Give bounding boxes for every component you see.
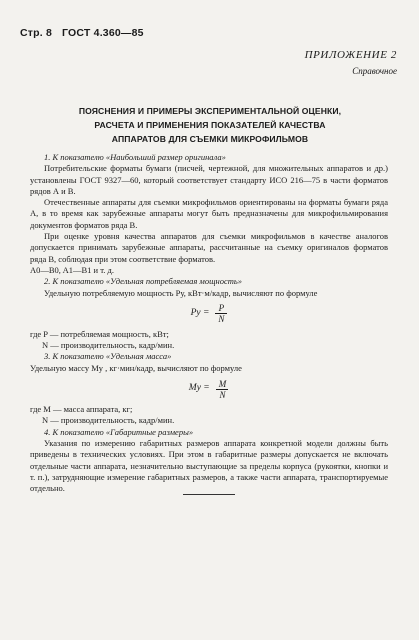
power-formula bbox=[30, 299, 388, 329]
mass-formula-lhs: Mу = bbox=[188, 383, 210, 394]
s4-heading: 4. К показателю «Габаритные размеры» bbox=[44, 426, 194, 437]
title-line-1: ПОЯСНЕНИЯ И ПРИМЕРЫ ЭКСПЕРИМЕНТАЛЬНОЙ ОЦЕНКИ, bbox=[78, 106, 342, 116]
power-numerator: P bbox=[218, 303, 225, 314]
s1-heading: 1. К показателю «Наибольший размер оригинала» bbox=[44, 152, 226, 162]
s4-paragraph: Указания по измерению габаритных размеров аппарата конкретной модели должны быть приведены в технических условиях. При этом в габаритные размеры допускается не включать отдельные части аппарата, незначительно выступающие за пределы корпуса (рукоятки, кнопки и т. п.), затрудняющие измерение габаритных размеров, а также части аппарата, транспортируемые отдельно. bbox=[30, 437, 388, 494]
s2-paragraph: Удельную потребляемую мощность Pу, кВт·м/кадр, вычисляют по формуле bbox=[44, 287, 318, 298]
appendix-title: ПРИЛОЖЕНИЕ 2 bbox=[304, 49, 397, 61]
s1-paragraph-3-tail: A0—B0, A1—B1 и т. д. bbox=[30, 264, 114, 275]
s2-where-2: N — производительность, кадр/мин. bbox=[42, 340, 175, 351]
mass-formula bbox=[30, 374, 388, 404]
s1-paragraph-2: Отечественные аппараты для съемки микрофильмов ориентированы на форматы бумаги ряда А, в то время как зарубежные аппараты могут быть предназначены для микрофильмирования документов форматов ряда В. bbox=[30, 197, 388, 230]
appendix-subtitle: Справочное bbox=[352, 66, 397, 76]
page-header bbox=[20, 27, 144, 39]
s1-paragraph-3: При оценке уровня качества аппаратов для съемки микрофильмов в качестве аналогов допускается принимать зарубежные аппараты, рассчитанные на съемку оригиналов форматов ряда В, соблюдая при этом соответствие форматов. bbox=[30, 231, 388, 264]
title-line-2: РАСЧЕТА И ПРИМЕНЕНИЯ ПОКАЗАТЕЛЕЙ КАЧЕСТВА bbox=[94, 120, 326, 130]
page-number: Стр. 8 bbox=[20, 27, 53, 39]
power-fraction bbox=[215, 303, 227, 324]
end-rule bbox=[183, 494, 235, 495]
s2-heading: 2. К показателю «Удельная потребляемая мощность» bbox=[44, 276, 242, 287]
mass-denominator: N bbox=[216, 389, 228, 400]
appendix-label bbox=[305, 49, 397, 76]
standard-code: ГОСТ 4.360—85 bbox=[62, 27, 144, 39]
title-line-3: АППАРАТОВ ДЛЯ СЪЕМКИ МИКРОФИЛЬМОВ bbox=[111, 134, 309, 144]
power-formula-lhs: Pу = bbox=[190, 308, 210, 319]
s3-where-2: N — производительность, кадр/мин. bbox=[42, 415, 175, 426]
document-body bbox=[30, 152, 388, 494]
s1-paragraph-1: Потребительские форматы бумаги (писчей, чертежной, для множительных аппаратов и др.) установлены ГОСТ 9327—60, который соответствует стандарту ИСО 216—75 в части форматов рядов А и В. bbox=[30, 163, 388, 196]
s3-heading: 3. К показателю «Удельная масса» bbox=[44, 351, 172, 362]
s3-where: где M — масса аппарата, кг; bbox=[30, 404, 133, 415]
mass-numerator: M bbox=[218, 378, 227, 389]
s3-paragraph: Удельную массу Mу , кг·мин/кадр, вычисляют по формуле bbox=[30, 362, 242, 373]
mass-fraction bbox=[216, 379, 230, 400]
s2-where: где P — потребляемая мощность, кВт; bbox=[30, 328, 169, 339]
section-title bbox=[30, 104, 390, 146]
power-denominator: N bbox=[215, 313, 227, 324]
